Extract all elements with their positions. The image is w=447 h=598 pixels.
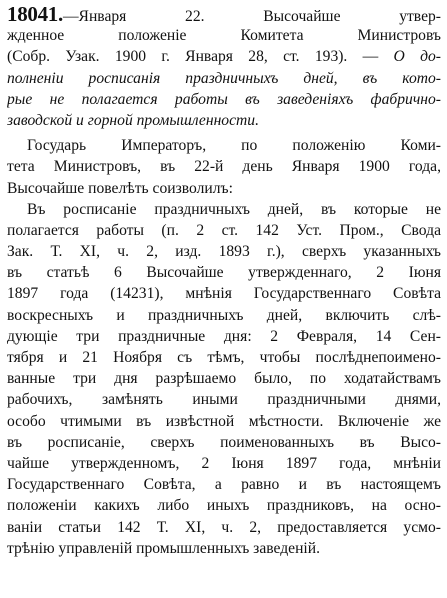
decree-summary-text: заводской и горной промышленности. [7,111,259,129]
paragraph2-line: ваніи статьи 142 Т. XI, ч. 2, предоставляется усмо- [7,518,441,536]
decree-header-rest: —Января 22. Высочайше утвер- [62,8,441,25]
paragraph1-line: Высочайше повелѣть соизволилъ: [7,179,233,197]
decree-source-line [7,46,441,67]
paragraph2-line: Зак. Т. XI, ч. 2, изд. 1893 г.), сверхъ указанныхъ [7,243,441,261]
paragraph2-line: дующіе три праздничные дня: 2 Февраля, 14 Сен- [7,327,441,345]
paragraph2-line: рабочихъ, замѣнять иными праздничными днями, [7,391,441,409]
paragraph2-line: полагается работы (п. 2 ст. 142 Уст. Пром., Свода [7,221,441,239]
paragraph2-line: тября и 21 Ноября съ тѣмъ, чтобы послѣднепоимено- [7,349,441,366]
paragraph2-line: воскресныхъ и праздничныхъ дней, включить слѣ- [7,306,441,324]
decree-summary-line [7,110,441,131]
paragraph2-line: положеніи какихъ либо иныхъ праздниковъ, на осно- [7,497,441,515]
paragraph2-line: 1897 года (14231), мнѣнія Государственнаго Совѣта [7,285,441,303]
decree-number: 18041. [7,4,63,26]
paragraph2-line: чайше утвержденномъ, 2 Іюня 1897 года, мнѣніи [7,454,441,472]
decree-summary-text: полненіи росписанія праздничныхъ дней, въ кото- [7,69,441,87]
decree-line: жденное положеніе Комитета Министровъ [7,27,441,45]
decree-header-line [7,4,441,25]
paragraph2-line: Въ росписаніе праздничныхъ дней, въ которые не [27,200,441,218]
paragraph1-line: тета Министровъ, въ 22-й день Января 1900 года, [7,158,441,176]
paragraph2-line: Государственнаго Совѣта, а равно и въ настоящемъ [7,476,441,494]
paragraph2-line: въ статьѣ 6 Высочайше утвержденнаго, 2 Іюня [7,264,441,282]
paragraph2-line: особо чтимыми въ извѣстной мѣстности. Включеніе же [7,412,441,430]
paragraph1-line: Государь Императоръ, по положенію Коми- [27,137,441,155]
decree-summary-line [7,89,441,110]
paragraph2-line: въ росписаніе, сверхъ поименованныхъ въ Высо- [7,433,441,451]
paragraph2-line: ванные три дня разрѣшаемо было, по ходатайствамъ [7,370,441,388]
decree-source: (Собр. Узак. 1900 г. Января 28, ст. 193). — [7,48,379,66]
paragraph2-line: трѣнію управленій промышленныхъ заведеній. [7,539,321,557]
decree-summary-text: рые не полагается работы въ заведеніяхъ фабрично- [7,90,441,108]
decree-summary-line [7,68,441,89]
decree-summary-start: О до- [393,48,441,66]
